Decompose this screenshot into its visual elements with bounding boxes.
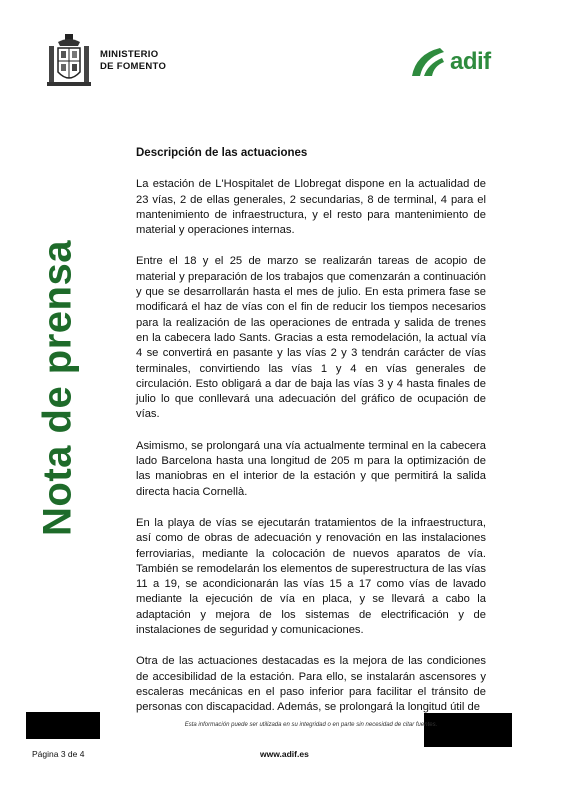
adif-logo bbox=[410, 46, 491, 78]
paragraph: En la playa de vías se ejecutarán tratamientos de la infraestructura, así como de obras de adecuación y renovación en las instalaciones ferroviarias, mediante la colocación de nuevos aparatos de vía. También se remodelarán los elementos de superestructura de las vías 11 a 19, se acondicionarán las vías 15 a 17 como vías de lavado mediante la ejecución de vía en placa, y se llevará a cabo la adaptación y mejora de los sistemas de electrificación y de instalaciones de seguridad y comunicaciones. bbox=[136, 516, 486, 637]
main-content bbox=[136, 146, 486, 732]
footer-disclaimer: Esta información puede ser utilizada en su integridad o en parte sin necesidad de citar fuentes. bbox=[184, 722, 438, 728]
page-number: Página 3 de 4 bbox=[32, 749, 85, 759]
paragraph: La estación de L'Hospitalet de Llobregat dispone en la actualidad de 23 vías, 2 de ellas generales, 2 secundarias, 8 de terminal, 4 para el mantenimiento de infraestructura, y el resto para mantenimiento de material y operaciones internas. bbox=[136, 178, 486, 237]
footer-url-link[interactable]: www.adif.es bbox=[260, 749, 309, 759]
coat-of-arms-icon bbox=[46, 32, 92, 90]
paragraph: Entre el 18 y el 25 de marzo se realizarán tareas de acopio de material y preparación de los trabajos que comenzarán a continuación y que se desarrollarán hasta el mes de julio. En esta primera fase se modificará el haz de vías con el fin de reducir los tiempos necesarios para la realización de las operaciones de entrada y salida de trenes en la cabecera lado Sants. Gracias a esta remodelación, la actual vía 4 se convertirá en pasante y las vías 2 y 3 tendrán carácter de vías terminales, convirtiendo las vías 1 y 4 en vías generales de circulación. Esto obligará a dar de baja las vías 3 y 4 hasta finales de julio lo que conllevará una adecuación del gráfico de ocupación de vías. bbox=[136, 255, 486, 421]
ministry-line-1: MINISTERIO bbox=[100, 49, 159, 60]
redaction-box-left bbox=[26, 712, 100, 739]
adif-wordmark: adif bbox=[450, 48, 491, 75]
side-title: Nota de prensa bbox=[35, 240, 80, 536]
redaction-box-right bbox=[424, 713, 512, 747]
ministry-header bbox=[46, 32, 166, 90]
ministry-name bbox=[100, 49, 166, 73]
section-title: Descripción de las actuaciones bbox=[136, 147, 308, 159]
adif-logo-icon bbox=[410, 46, 446, 78]
ministry-line-2: DE FOMENTO bbox=[100, 61, 167, 72]
paragraph: Asimismo, se prolongará una vía actualmente terminal en la cabecera lado Barcelona hasta una longitud de 205 m para la optimización de las maniobras en el interior de la estación y que permitirá la salida directa hacia Cornellà. bbox=[136, 439, 486, 498]
paragraph: Otra de las actuaciones destacadas es la mejora de las condiciones de accesibilidad de la estación. Para ello, se instalarán ascensores y escaleras mecánicas en el paso inferior para facilitar el tránsito de personas con discapacidad. Además, se prolongará la longitud útil de bbox=[136, 655, 486, 714]
